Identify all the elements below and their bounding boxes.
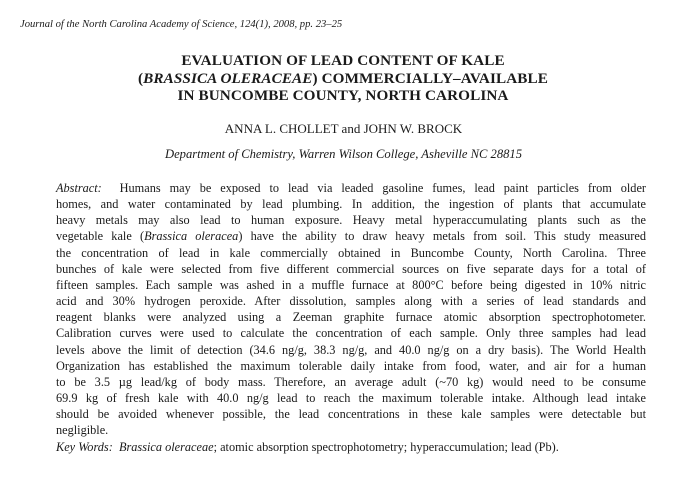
abstract-line: Calibration curves were used to calculate the concentration of each sample. Only three samples had lead — [56, 326, 646, 341]
abstract-line: acid and 30% hydrogen peroxide. After dissolution, samples along with a series of lead standards and — [56, 294, 646, 309]
title-line-2-rest: ) COMMERCIALLY–AVAILABLE — [312, 69, 548, 87]
abstract-text: ) have the ability to draw heavy metals from soil. This study measured — [238, 229, 646, 244]
abstract-line: reagent blanks were analyzed using a Zeeman graphite furnace atomic absorption spectrophotometer. — [56, 310, 646, 325]
title-line-2 — [40, 70, 646, 88]
paper-title — [40, 52, 646, 105]
abstract-line: heavy metals may also lead to human exposure. Heavy metal hyperaccumulating plants such as the — [56, 213, 646, 228]
abstract-line: fifteen samples. Each sample was ashed in a muffle furnace at 800°C before being digested in 10% nitric — [56, 277, 646, 292]
abstract-label: Abstract: — [56, 181, 102, 195]
abstract — [56, 180, 646, 439]
abstract-line: the concentration of lead in kale commercially obtained in Buncombe County, North Carolina. Three — [56, 245, 646, 260]
abstract-line: 69.9 kg of fresh kale with 40.0 ng/g lead to reach the maximum tolerable intake. Although lead intake — [56, 391, 646, 406]
abstract-line: to be 3.5 µg lead/kg of body mass. Therefore, an average adult (~70 kg) would need to be consume — [56, 374, 646, 389]
journal-citation: Journal of the North Carolina Academy of Science, 124(1), 2008, pp. 23–25 — [20, 19, 343, 30]
author-list: ANNA L. CHOLLET and JOHN W. BROCK — [224, 121, 463, 136]
title-species-name: BRASSICA OLERACEAE — [143, 69, 313, 87]
abstract-line-text: Humans may be exposed to lead via leaded gasoline fumes, lead paint particles from older — [119, 181, 647, 195]
abstract-line: levels above the limit of detection (34.6 ng/g, 38.3 ng/g, and 40.0 ng/g on a dry basis). The World Health — [56, 342, 646, 357]
key-words-species: Brassica oleraceae — [118, 440, 214, 454]
abstract-line: Organization has established the maximum tolerable daily intake from food, water, and air for a human — [56, 358, 646, 373]
abstract-line — [56, 228, 646, 244]
key-words-label: Key Words: — [56, 440, 113, 454]
abstract-line: homes, and water contaminated by lead plumbing. In addition, the ingestion of plants that accumulate — [56, 197, 646, 212]
abstract-line: negligible. — [56, 423, 109, 438]
abstract-text: vegetable kale ( — [56, 229, 145, 244]
affiliation: Department of Chemistry, Warren Wilson College, Asheville NC 28815 — [164, 147, 523, 161]
title-open-paren: ( — [137, 69, 144, 87]
abstract-line: bunches of kale were selected from five different commercial sources on five separate days for a total of — [56, 261, 646, 276]
key-words — [56, 440, 656, 455]
abstract-line — [56, 180, 646, 196]
key-words-list: ; atomic absorption spectrophotometry; hyperaccumulation; lead (Pb). — [213, 440, 559, 454]
abstract-species-name: Brassica oleracea — [144, 229, 239, 244]
abstract-line: should be avoided whenever possible, the lead concentrations in these kale samples were detectable but — [56, 407, 646, 422]
title-line-1: EVALUATION OF LEAD CONTENT OF KALE — [181, 52, 505, 69]
title-line-3: IN BUNCOMBE COUNTY, NORTH CAROLINA — [177, 87, 509, 104]
